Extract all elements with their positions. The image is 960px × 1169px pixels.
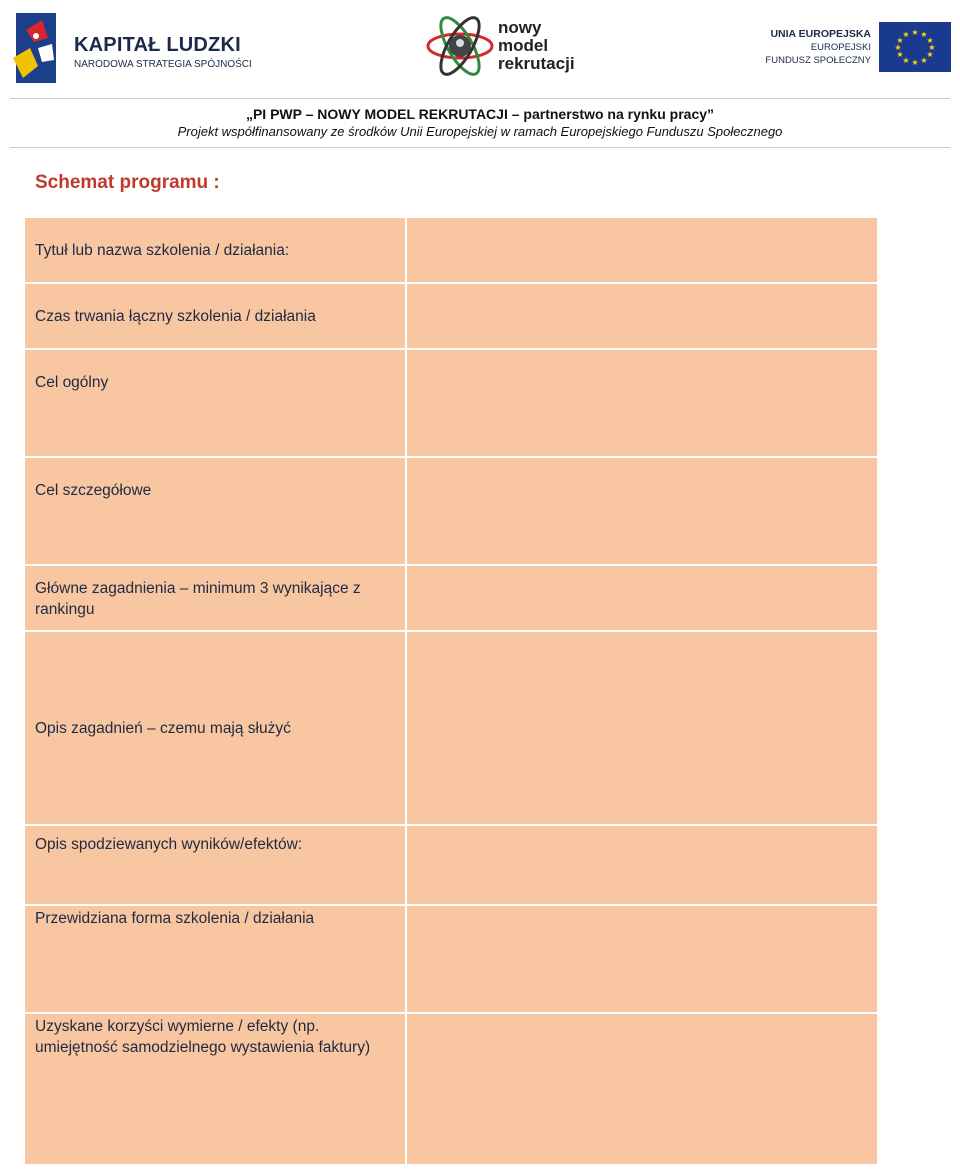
row-input-cell[interactable] [407,566,877,630]
logo-text-nowy: nowy [498,18,542,37]
nowy-model-rekrutacji-logo [424,12,594,82]
table-row [25,1014,877,1164]
row-input-cell[interactable] [407,1014,877,1164]
kapital-ludzki-title: KAPITAŁ LUDZKI [74,34,241,56]
row-input-cell[interactable] [407,350,877,456]
row-label: Uzyskane korzyści wymierne / efekty (np. umiejętność samodzielnego wystawienia faktury) [25,1014,405,1164]
row-label: Czas trwania łączny szkolenia / działania [25,284,405,348]
row-label: Opis zagadnień – czemu mają służyć [25,632,405,824]
logo-text-model: model [498,36,549,55]
atom-logo-icon [424,12,496,80]
row-input-cell[interactable] [407,826,877,904]
svg-text:★: ★ [902,56,910,65]
svg-text:★: ★ [911,28,919,37]
header-divider-top [10,98,950,99]
svg-text:★: ★ [920,30,928,39]
kapital-ludzki-emblem-icon [8,8,68,88]
svg-text:★: ★ [902,30,910,39]
header-divider-bottom [10,147,950,148]
row-label: Tytuł lub nazwa szkolenia / działania: [25,218,405,282]
eu-flag-icon [879,22,951,72]
row-label: Cel szczegółowe [25,458,405,564]
table-row [25,632,877,826]
row-input-cell[interactable] [407,218,877,282]
eu-logo-line1: UNIA EUROPEJSKA [770,28,871,40]
table-row [25,218,877,284]
table-row [25,458,877,566]
kapital-ludzki-subtitle: NARODOWA STRATEGIA SPÓJNOŚCI [74,59,252,70]
row-input-cell[interactable] [407,284,877,348]
table-row [25,906,877,1014]
row-label: Opis spodziewanych wyników/efektów: [25,826,405,904]
svg-text:★: ★ [911,58,919,67]
row-label: Przewidziana forma szkolenia / działania [25,906,405,1012]
eu-logo-line2: EUROPEJSKI [810,42,871,53]
row-label: Główne zagadnienia – minimum 3 wynikające z rankingu [25,566,405,630]
logo-text-rekrutacji: rekrutacji [498,54,575,73]
svg-text:★: ★ [894,43,902,52]
program-schema-table [25,218,877,1164]
svg-text:★: ★ [920,56,928,65]
table-row [25,284,877,350]
svg-text:★: ★ [896,50,904,59]
row-input-cell[interactable] [407,632,877,824]
eu-logo-line3: FUNDUSZ SPOŁECZNY [765,55,871,66]
svg-text:★: ★ [896,36,904,45]
kapital-ludzki-logo [8,8,258,88]
svg-text:★: ★ [926,50,934,59]
svg-text:★: ★ [926,36,934,45]
page-heading: Schemat programu : [35,172,220,193]
eu-logo [765,20,955,75]
project-subtitle: Projekt współfinansowany ze środków Unii Europejskiej w ramach Europejskiego Funduszu Społecznego [177,124,783,139]
page-header [0,0,960,150]
table-row [25,566,877,632]
row-input-cell[interactable] [407,906,877,1012]
table-row [25,826,877,906]
row-input-cell[interactable] [407,458,877,564]
row-label: Cel ogólny [25,350,405,456]
svg-text:★: ★ [928,43,936,52]
table-row [25,350,877,458]
project-title: „PI PWP – NOWY MODEL REKRUTACJI – partnerstwo na rynku pracy” [245,106,715,122]
